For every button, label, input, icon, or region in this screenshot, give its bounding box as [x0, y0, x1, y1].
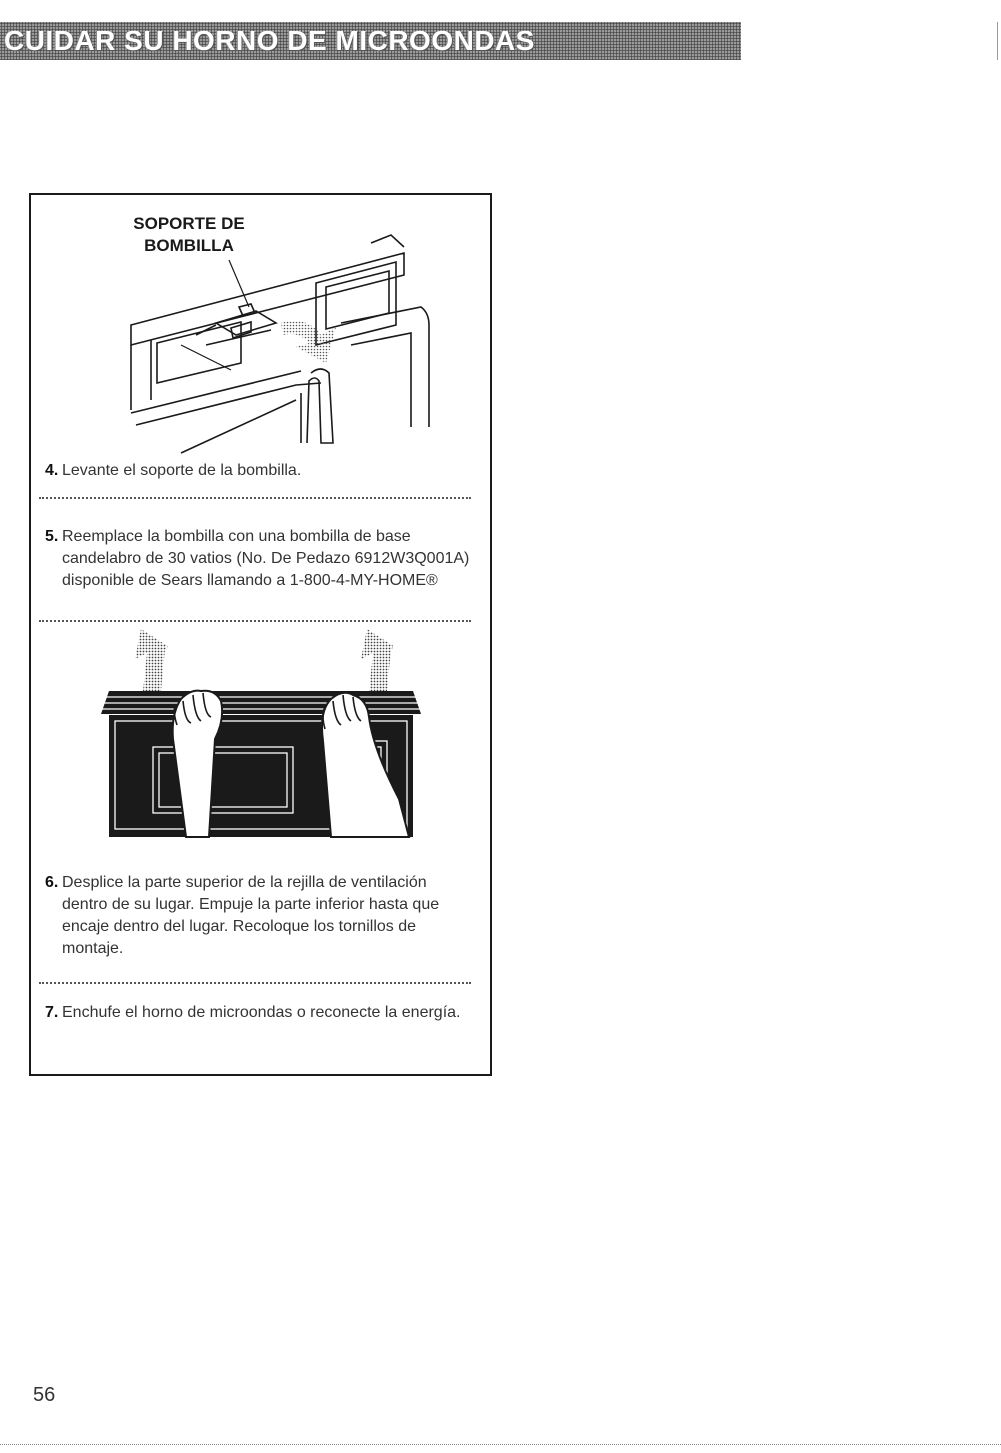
step-7: [45, 1002, 475, 1024]
step-6: [45, 872, 475, 960]
page-edge-mark: [997, 22, 998, 60]
step-text: Desplice la parte superior de la rejilla de ventilación dentro de su lugar. Empuje la parte inferior hasta que encaje dentro del lugar. Recoloque los tornillos de montaje.: [62, 874, 440, 957]
bottom-rule: [0, 1444, 1001, 1445]
step-number: 4.: [45, 462, 59, 479]
section-header-bar: [0, 22, 741, 60]
vent-grille-illustration: [91, 629, 431, 844]
step-5: [45, 526, 475, 592]
step-4: [45, 460, 475, 482]
step-text: Enchufe el horno de microondas o reconecte la energía.: [62, 1004, 461, 1021]
step-text: Levante el soporte de la bombilla.: [62, 462, 302, 479]
step-number: 7.: [45, 1004, 59, 1021]
step-divider: [39, 497, 471, 499]
step-text: Reemplace la bombilla con una bombilla de base candelabro de 30 vatios (No. De Pedazo 6912W3Q001A) disponible de Sears llamando a 1-800-4-MY-HOME®: [62, 528, 470, 589]
page-number: 56: [33, 1384, 56, 1406]
step-divider: [39, 982, 471, 984]
step-number: 6.: [45, 874, 59, 891]
callout-line-2: BOMBILLA: [144, 236, 234, 255]
step-number: 5.: [45, 528, 59, 545]
bulb-bracket-callout: [124, 213, 254, 257]
step-divider: [39, 620, 471, 622]
callout-line-1: SOPORTE DE: [133, 214, 245, 233]
section-title: CUIDAR SU HORNO DE MICROONDAS: [4, 25, 535, 56]
instruction-panel: [29, 193, 492, 1076]
